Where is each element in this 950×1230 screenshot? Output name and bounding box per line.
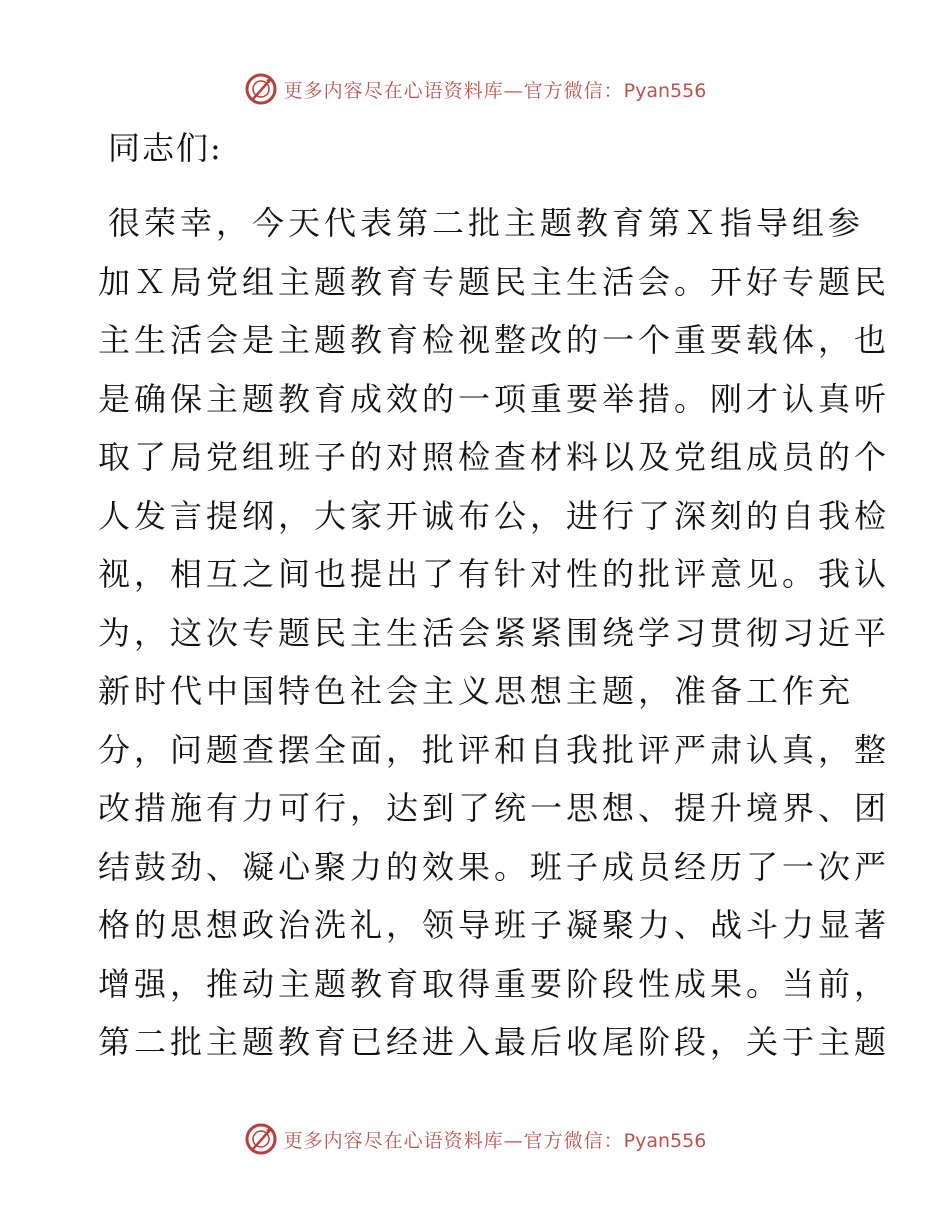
salutation: 同志们: <box>108 129 223 167</box>
watermark-main-text: 更多内容尽在心语资料库—官方微信： <box>283 1129 624 1152</box>
watermark-text <box>284 1126 707 1153</box>
text-line: 是确保主题教育成效的一项重要举措。刚才认真听 <box>98 379 891 418</box>
text-line: 视，相互之间也提出了有针对性的批评意见。我认 <box>98 555 891 593</box>
watermark-handle: Pyan556 <box>623 1129 707 1152</box>
text-line: 为，这次专题民主生活会紧紧围绕学习贯彻习近平 <box>98 613 891 652</box>
text-line: 主生活会是主题教育检视整改的一个重要载体，也 <box>98 321 891 359</box>
watermark-handle: Pyan556 <box>623 79 707 102</box>
text-line: 第二批主题教育已经进入最后收尾阶段，关于主题 <box>98 1023 891 1061</box>
text-line: 加Ｘ局党组主题教育专题民主生活会。开好专题民 <box>98 262 891 301</box>
header-watermark <box>0 72 950 106</box>
watermark-main-text: 更多内容尽在心语资料库—官方微信： <box>283 79 624 102</box>
text-line: 新时代中国特色社会主义思想主题，准备工作充 <box>98 672 855 710</box>
watermark-text <box>284 76 707 103</box>
text-line: 分，问题查摆全面，批评和自我批评严肃认真，整 <box>98 730 891 769</box>
text-line: 取了局党组班子的对照检查材料以及党组成员的个 <box>98 438 891 476</box>
quill-pen-seal-icon <box>244 1122 278 1156</box>
text-line: 格的思想政治洗礼，领导班子凝聚力、战斗力显著 <box>98 906 891 944</box>
text-line: 很荣幸，今天代表第二批主题教育第Ｘ指导组参 <box>108 204 865 242</box>
body-paragraph <box>98 194 891 1072</box>
quill-pen-seal-icon <box>244 72 278 106</box>
text-line: 改措施有力可行，达到了统一思想、提升境界、团 <box>98 789 891 827</box>
text-line: 人发言提纲，大家开诚布公，进行了深刻的自我检 <box>98 496 891 535</box>
text-line: 结鼓劲、凝心聚力的效果。班子成员经历了一次严 <box>98 847 891 886</box>
footer-watermark <box>0 1122 950 1156</box>
text-line: 增强，推动主题教育取得重要阶段性成果。当前， <box>98 964 891 1003</box>
